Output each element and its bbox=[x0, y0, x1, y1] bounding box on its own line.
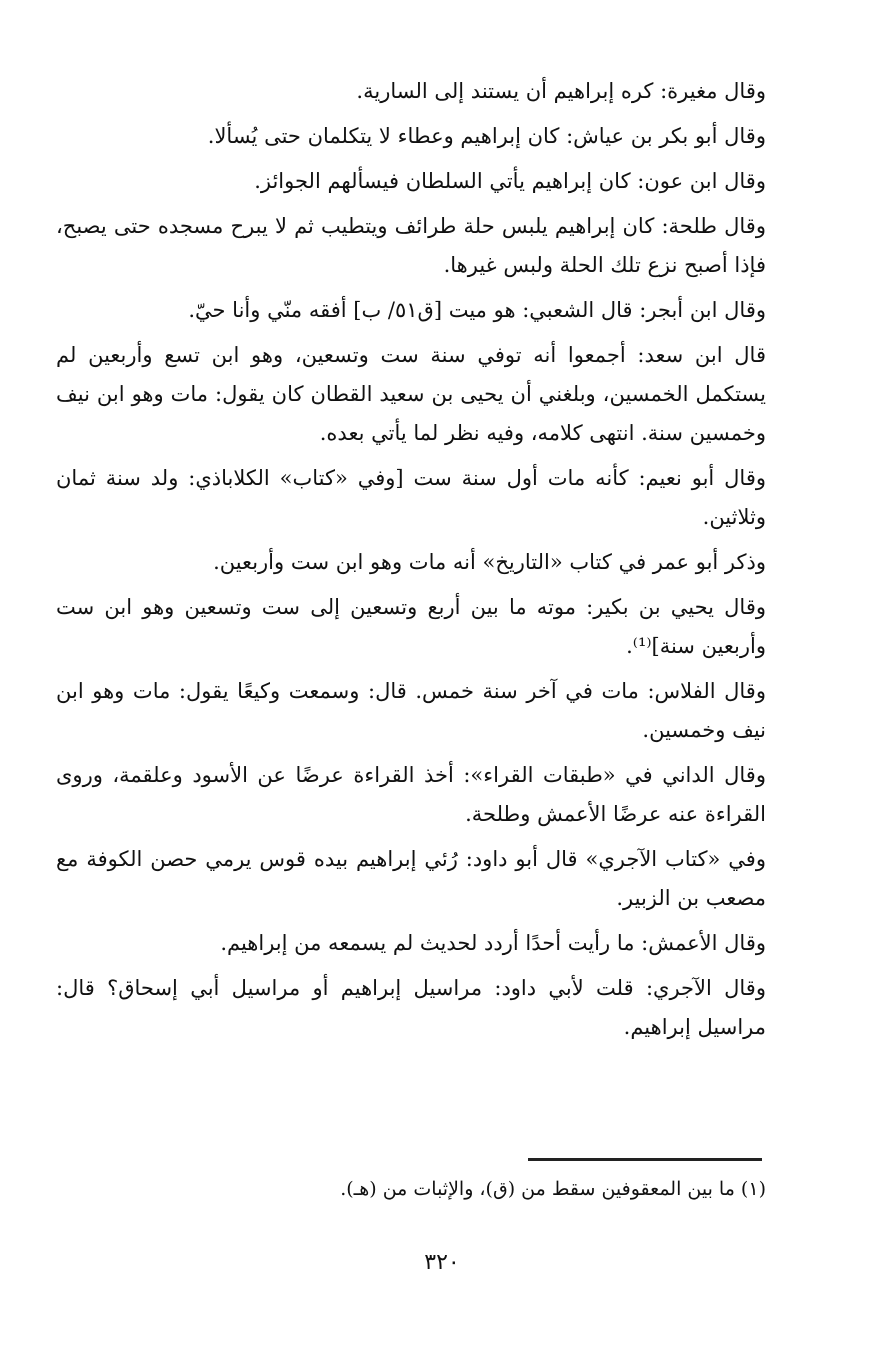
paragraph: وقال طلحة: كان إبراهيم يلبس حلة طرائف ويتطيب ثم لا يبرح مسجده حتى يصبح، فإذا أصبح نزع تلك الحلة ولبس غيرها. bbox=[56, 214, 766, 277]
paragraph: وقال مغيرة: كره إبراهيم أن يستند إلى السارية. bbox=[356, 79, 766, 103]
paragraph: قال ابن سعد: أجمعوا أنه توفي سنة ست وتسعين، وهو ابن تسع وأربعين لم يستكمل الخمسين، وبلغني أن يحيى بن سعيد القطان كان يقول: مات وهو ابن نيف وخمسين سنة. انتهى كلامه، وفيه نظر لما يأتي بعده. bbox=[56, 343, 766, 445]
paragraph: وقال ابن أبجر: قال الشعبي: هو ميت [ق٥١/ ب] أفقه منّي وأنا حيّ. bbox=[188, 298, 766, 322]
page-number: ٣٢٠ bbox=[424, 1250, 460, 1275]
paragraph: وقال يحيي بن بكير: موته ما بين أربع وتسعين إلى ست وتسعين وهو ابن ست وأربعين سنة]⁽¹⁾. bbox=[56, 595, 766, 658]
paragraph: وفي «كتاب الآجري» قال أبو داود: رُئي إبراهيم بيده قوس يرمي حصن الكوفة مع مصعب بن الزبير. bbox=[56, 847, 766, 910]
main-text bbox=[56, 72, 766, 1053]
paragraph: وذكر أبو عمر في كتاب «التاريخ» أنه مات وهو ابن ست وأربعين. bbox=[213, 550, 766, 574]
paragraph: وقال الأعمش: ما رأيت أحدًا أردد لحديث لم يسمعه من إبراهيم. bbox=[220, 931, 766, 955]
paragraph: وقال الآجري: قلت لأبي داود: مراسيل إبراهيم أو مراسيل أبي إسحاق؟ قال: مراسيل إبراهيم. bbox=[56, 976, 766, 1039]
paragraph: وقال الفلاس: مات في آخر سنة خمس. قال: وسمعت وكيعًا يقول: مات وهو ابن نيف وخمسين. bbox=[56, 679, 766, 742]
paragraph: وقال أبو نعيم: كأنه مات أول سنة ست [وفي «كتاب» الكلاباذي: ولد سنة ثمان وثلاثين. bbox=[56, 466, 766, 529]
paragraph: وقال أبو بكر بن عياش: كان إبراهيم وعطاء لا يتكلمان حتى يُسألا. bbox=[207, 124, 766, 148]
paragraph: وقال ابن عون: كان إبراهيم يأتي السلطان فيسألهم الجوائز. bbox=[254, 169, 766, 193]
footnote: (١) ما بين المعقوفين سقط من (ق)، والإثبات من (هـ). bbox=[340, 1178, 766, 1200]
paragraph: وقال الداني في «طبقات القراء»: أخذ القراءة عرضًا عن الأسود وعلقمة، وروى القراءة عنه عرضًا الأعمش وطلحة. bbox=[56, 763, 766, 826]
footnote-separator bbox=[528, 1158, 762, 1161]
